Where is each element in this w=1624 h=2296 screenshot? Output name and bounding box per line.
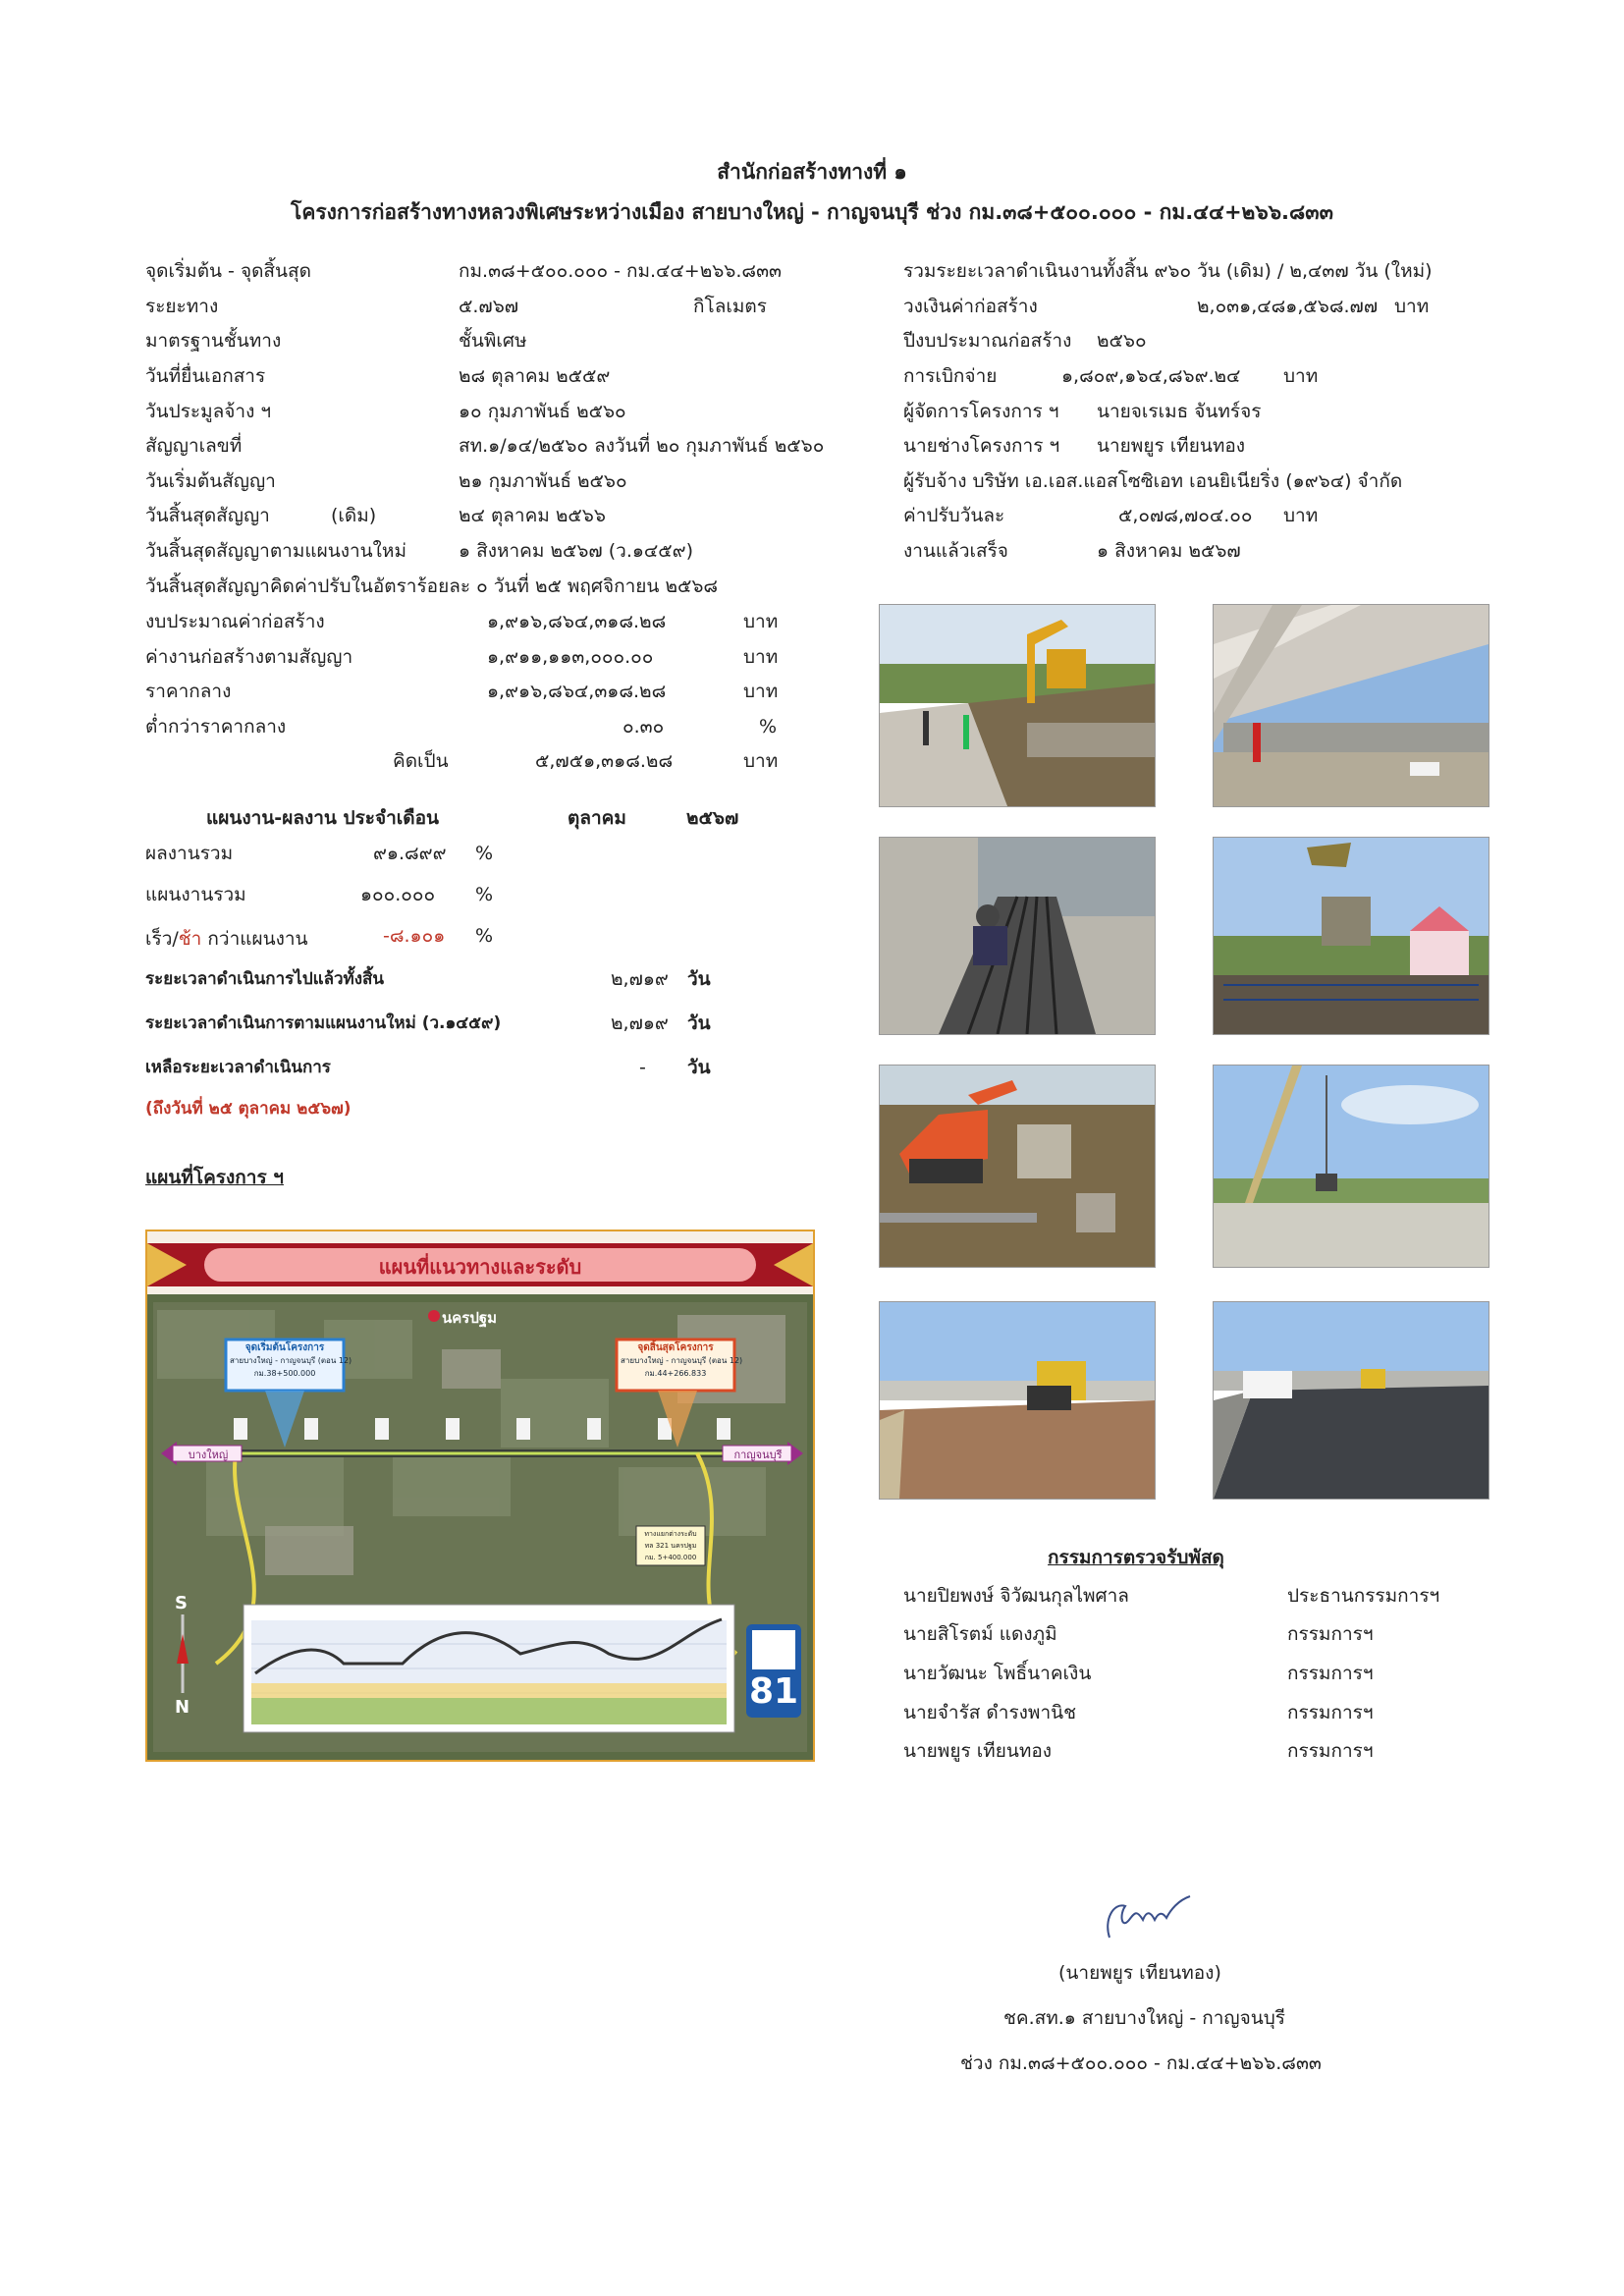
info-label: ผู้รับจ้าง บริษัท เอ.เอส.แอสโซซิเอท เอนยิเนียริ่ง (๑๙๖๔) จำกัด [903,470,1403,492]
info-value: ๒๑ กุมภาพันธ์ ๒๕๖๐ [459,470,627,492]
committee-member-role: กรรมการฯ [1287,1740,1374,1762]
compass-north: N [175,1697,190,1718]
info-label: มาตรฐานชั้นทาง [145,330,282,352]
budget-label: ค่างานก่อสร้างตามสัญญา [145,646,353,668]
interchange-km: กม. 5+400.000 [644,1554,697,1561]
info-label: ผู้จัดการโครงการ ฯ [903,401,1059,422]
info-label: รวมระยะเวลาดำเนินงานทั้งสิ้น ๙๖๐ วัน (เดิม) / ๒,๔๓๗ วัน (ใหม่) [903,260,1433,282]
site-photo-excavator-foundation [879,1065,1156,1268]
slow-label: ช้า [178,928,202,950]
committee-heading: กรรมการตรวจรับพัสดุ [1048,1547,1224,1568]
info-label: นายช่างโครงการ ฯ [903,435,1060,457]
project-map [145,1230,815,1762]
progress-year: ๒๕๖๗ [686,807,739,829]
info-value: ๒๔ ตุลาคม ๒๕๖๖ [459,505,606,526]
info-label: งานแล้วเสร็จ [903,540,1008,562]
site-photo-roller-compactor [879,1301,1156,1500]
committee-member-name: นายปิยพงษ์ จิวัฒนกุลไพศาล [903,1585,1129,1607]
signer-segment: ช่วง กม.๓๘+๕๐๐.๐๐๐ - กม.๔๔+๒๖๖.๘๓๓ [960,2052,1322,2074]
info-unit: บาท [1283,505,1319,526]
info-value: ๕,๐๗๘,๗๐๔.๐๐ [1118,505,1253,526]
progress-heading: แผนงาน-ผลงาน ประจำเดือน [206,807,440,829]
interchange-title: ทางแยกต่างระดับ [644,1530,697,1538]
info-label: วันสิ้นสุดสัญญา [145,505,270,526]
penalty-line: วันสิ้นสุดสัญญาคิดค่าปรับในอัตราร้อยละ ๐ วันที่ ๒๕ พฤศจิกายน ๒๕๖๘ [145,575,719,597]
duration-value: - [639,1057,646,1078]
budget-unit: บาท [743,611,779,632]
committee-member-role: ประธานกรรมการฯ [1287,1585,1440,1607]
committee-member-role: กรรมการฯ [1287,1623,1374,1645]
arrow-label-east: กาญจนบุรี [733,1449,783,1461]
info-label: ระยะทาง [145,296,219,317]
start-box-sub: สายบางใหญ่ - กาญจนบุรี (ตอน 12) [230,1356,352,1365]
route-shield-number: 81 [748,1671,799,1712]
budget-value: ๑,๙๑๑,๑๑๓,๐๐๐.๐๐ [487,646,654,668]
budget-calc-value: ๕,๗๕๑,๓๑๘.๒๘ [535,750,674,772]
committee-member-name: นายจำรัส ดำรงพานิช [903,1702,1077,1723]
info-note: (เดิม) [331,505,377,526]
duration-unit: วัน [687,1057,711,1078]
map-heading: แผนที่โครงการ ฯ [145,1167,284,1188]
info-label: วงเงินค่าก่อสร้าง [903,296,1038,317]
info-label: สัญญาเลขที่ [145,435,243,457]
info-label: ค่าปรับวันละ [903,505,1005,526]
signer-position: ชค.สท.๑ สายบางใหญ่ - กาญจนบุรี [1003,2007,1285,2029]
info-unit: บาท [1283,365,1319,387]
info-value: ๑,๘๐๙,๑๖๔,๘๖๙.๒๔ [1061,365,1241,387]
info-label: วันที่ยื่นเอกสาร [145,365,266,387]
end-point-box [621,1341,743,1380]
committee-member-role: กรรมการฯ [1287,1663,1374,1684]
start-box-title: จุดเริ่มต้นโครงการ [244,1342,325,1353]
info-label: วันเริ่มต้นสัญญา [145,470,276,492]
progress-label: แผนงานรวม [145,884,246,905]
budget-value: ๐.๓๐ [623,716,665,738]
info-value: นายจเรเมธ จันทร์จร [1097,401,1262,422]
info-value: ๕.๗๖๗ [459,296,519,317]
progress-diff-unit: % [475,925,494,947]
site-photo-bridge-girders [1213,604,1489,807]
site-photo-pile-driving [1213,1065,1489,1268]
budget-label: ราคากลาง [145,681,232,702]
fast-label: เร็ว/ [145,928,179,950]
info-value: นายพยูร เทียนทอง [1097,435,1246,457]
info-value: ๑ สิงหาคม ๒๕๖๗ (ว.๑๔๕๙) [459,540,694,562]
progress-value: ๑๐๐.๐๐๐ [360,884,436,905]
committee-member-name: นายพยูร เทียนทอง [903,1740,1053,1762]
budget-unit: % [759,716,778,738]
progress-label: ผลงานรวม [145,843,234,864]
info-value: ๒๕๖๐ [1097,330,1147,352]
committee-member-name: นายสิโรตม์ แดงภูมิ [903,1623,1057,1645]
info-label: การเบิกจ่าย [903,365,998,387]
info-label: วันประมูลจ้าง ฯ [145,401,272,422]
duration-label: ระยะเวลาดำเนินการตามแผนงานใหม่ (ว.๑๔๕๙) [145,1013,502,1033]
info-label: ปีงบประมาณก่อสร้าง [903,330,1072,352]
info-label: วันสิ้นสุดสัญญาตามแผนงานใหม่ [145,540,406,562]
start-box-km: กม.38+500.000 [253,1369,316,1378]
budget-calc-unit: บาท [743,750,779,772]
map-city-label: นครปฐม [442,1309,498,1327]
budget-label: ต่ำกว่าราคากลาง [145,716,287,738]
info-value: ๒,๐๓๑,๔๘๑,๕๖๘.๗๗ [1197,296,1379,317]
interchange-sub: ทล 321 นครปฐม [644,1542,697,1550]
budget-unit: บาท [743,681,779,702]
progress-unit: % [475,843,494,864]
info-value: สท.๑/๑๔/๒๕๖๐ ลงวันที่ ๒๐ กุมภาพันธ์ ๒๕๖๐ [459,435,825,457]
budget-value: ๑,๙๑๖,๘๖๔,๓๑๘.๒๘ [487,681,667,702]
end-box-sub: สายบางใหญ่ - กาญจนบุรี (ตอน 12) [621,1356,743,1365]
duration-label: เหลือระยะเวลาดำเนินการ [145,1058,331,1077]
duration-unit: วัน [687,968,711,990]
budget-unit: บาท [743,646,779,668]
map-title: แผนที่แนวทางและระดับ [378,1255,582,1279]
budget-value: ๑,๙๑๖,๘๖๔,๓๑๘.๒๘ [487,611,667,632]
site-photo-worker-rebar [879,837,1156,1035]
project-title: โครงการก่อสร้างทางหลวงพิเศษระหว่างเมือง สายบางใหญ่ - กาญจนบุรี ช่วง กม.๓๘+๕๐๐.๐๐๐ - กม.๔๔+๒๖๖.๘๓๓ [291,200,1333,224]
budget-calc-label: คิดเป็น [393,750,449,772]
start-point-box [230,1341,352,1380]
progress-month: ตุลาคม [568,807,626,829]
arrow-label-west: บางใหญ่ [188,1449,229,1461]
end-box-km: กม.44+266.833 [644,1369,707,1378]
signer-name: (นายพยูร เทียนทอง) [1058,1962,1221,1984]
committee-member-name: นายวัฒนะ โพธิ์นาคเงิน [903,1663,1092,1684]
handwritten-signature [1100,1890,1198,1944]
info-value: ชั้นพิเศษ [459,330,527,352]
info-value: ๒๘ ตุลาคม ๒๕๕๙ [459,365,611,387]
interchange-box [638,1528,703,1563]
progress-value: ๙๑.๘๙๙ [373,843,447,864]
info-value: ๑ สิงหาคม ๒๕๖๗ [1097,540,1241,562]
info-value: ๑๐ กุมภาพันธ์ ๒๕๖๐ [459,401,626,422]
budget-label: งบประมาณค่าก่อสร้าง [145,611,325,632]
committee-member-role: กรรมการฯ [1287,1702,1374,1723]
compass-south: S [175,1593,188,1613]
office-title: สำนักก่อสร้างทางที่ ๑ [717,160,907,184]
site-photo-asphalt-paving [1213,1301,1489,1500]
site-photo-concrete-bucket [1213,837,1489,1035]
site-photo-excavator-drainage [879,604,1156,807]
info-unit: กิโลเมตร [693,296,767,317]
duration-value: ๒,๗๑๙ [611,968,669,990]
duration-value: ๒,๗๑๙ [611,1012,669,1034]
info-value: กม.๓๘+๕๐๐.๐๐๐ - กม.๔๔+๒๖๖.๘๓๓ [459,260,783,282]
progress-unit: % [475,884,494,905]
info-unit: บาท [1394,296,1430,317]
duration-label: ระยะเวลาดำเนินการไปแล้วทั้งสิ้น [145,969,385,989]
progress-diff-value: -๘.๑๐๑ [383,925,446,947]
vs-plan-label: กว่าแผนงาน [201,928,308,950]
info-label: จุดเริ่มต้น - จุดสิ้นสุด [145,260,311,282]
duration-unit: วัน [687,1012,711,1034]
as-of-date: (ถึงวันที่ ๒๕ ตุลาคม ๒๕๖๗) [145,1099,352,1119]
progress-diff-label [145,927,308,951]
end-box-title: จุดสิ้นสุดโครงการ [637,1342,714,1353]
